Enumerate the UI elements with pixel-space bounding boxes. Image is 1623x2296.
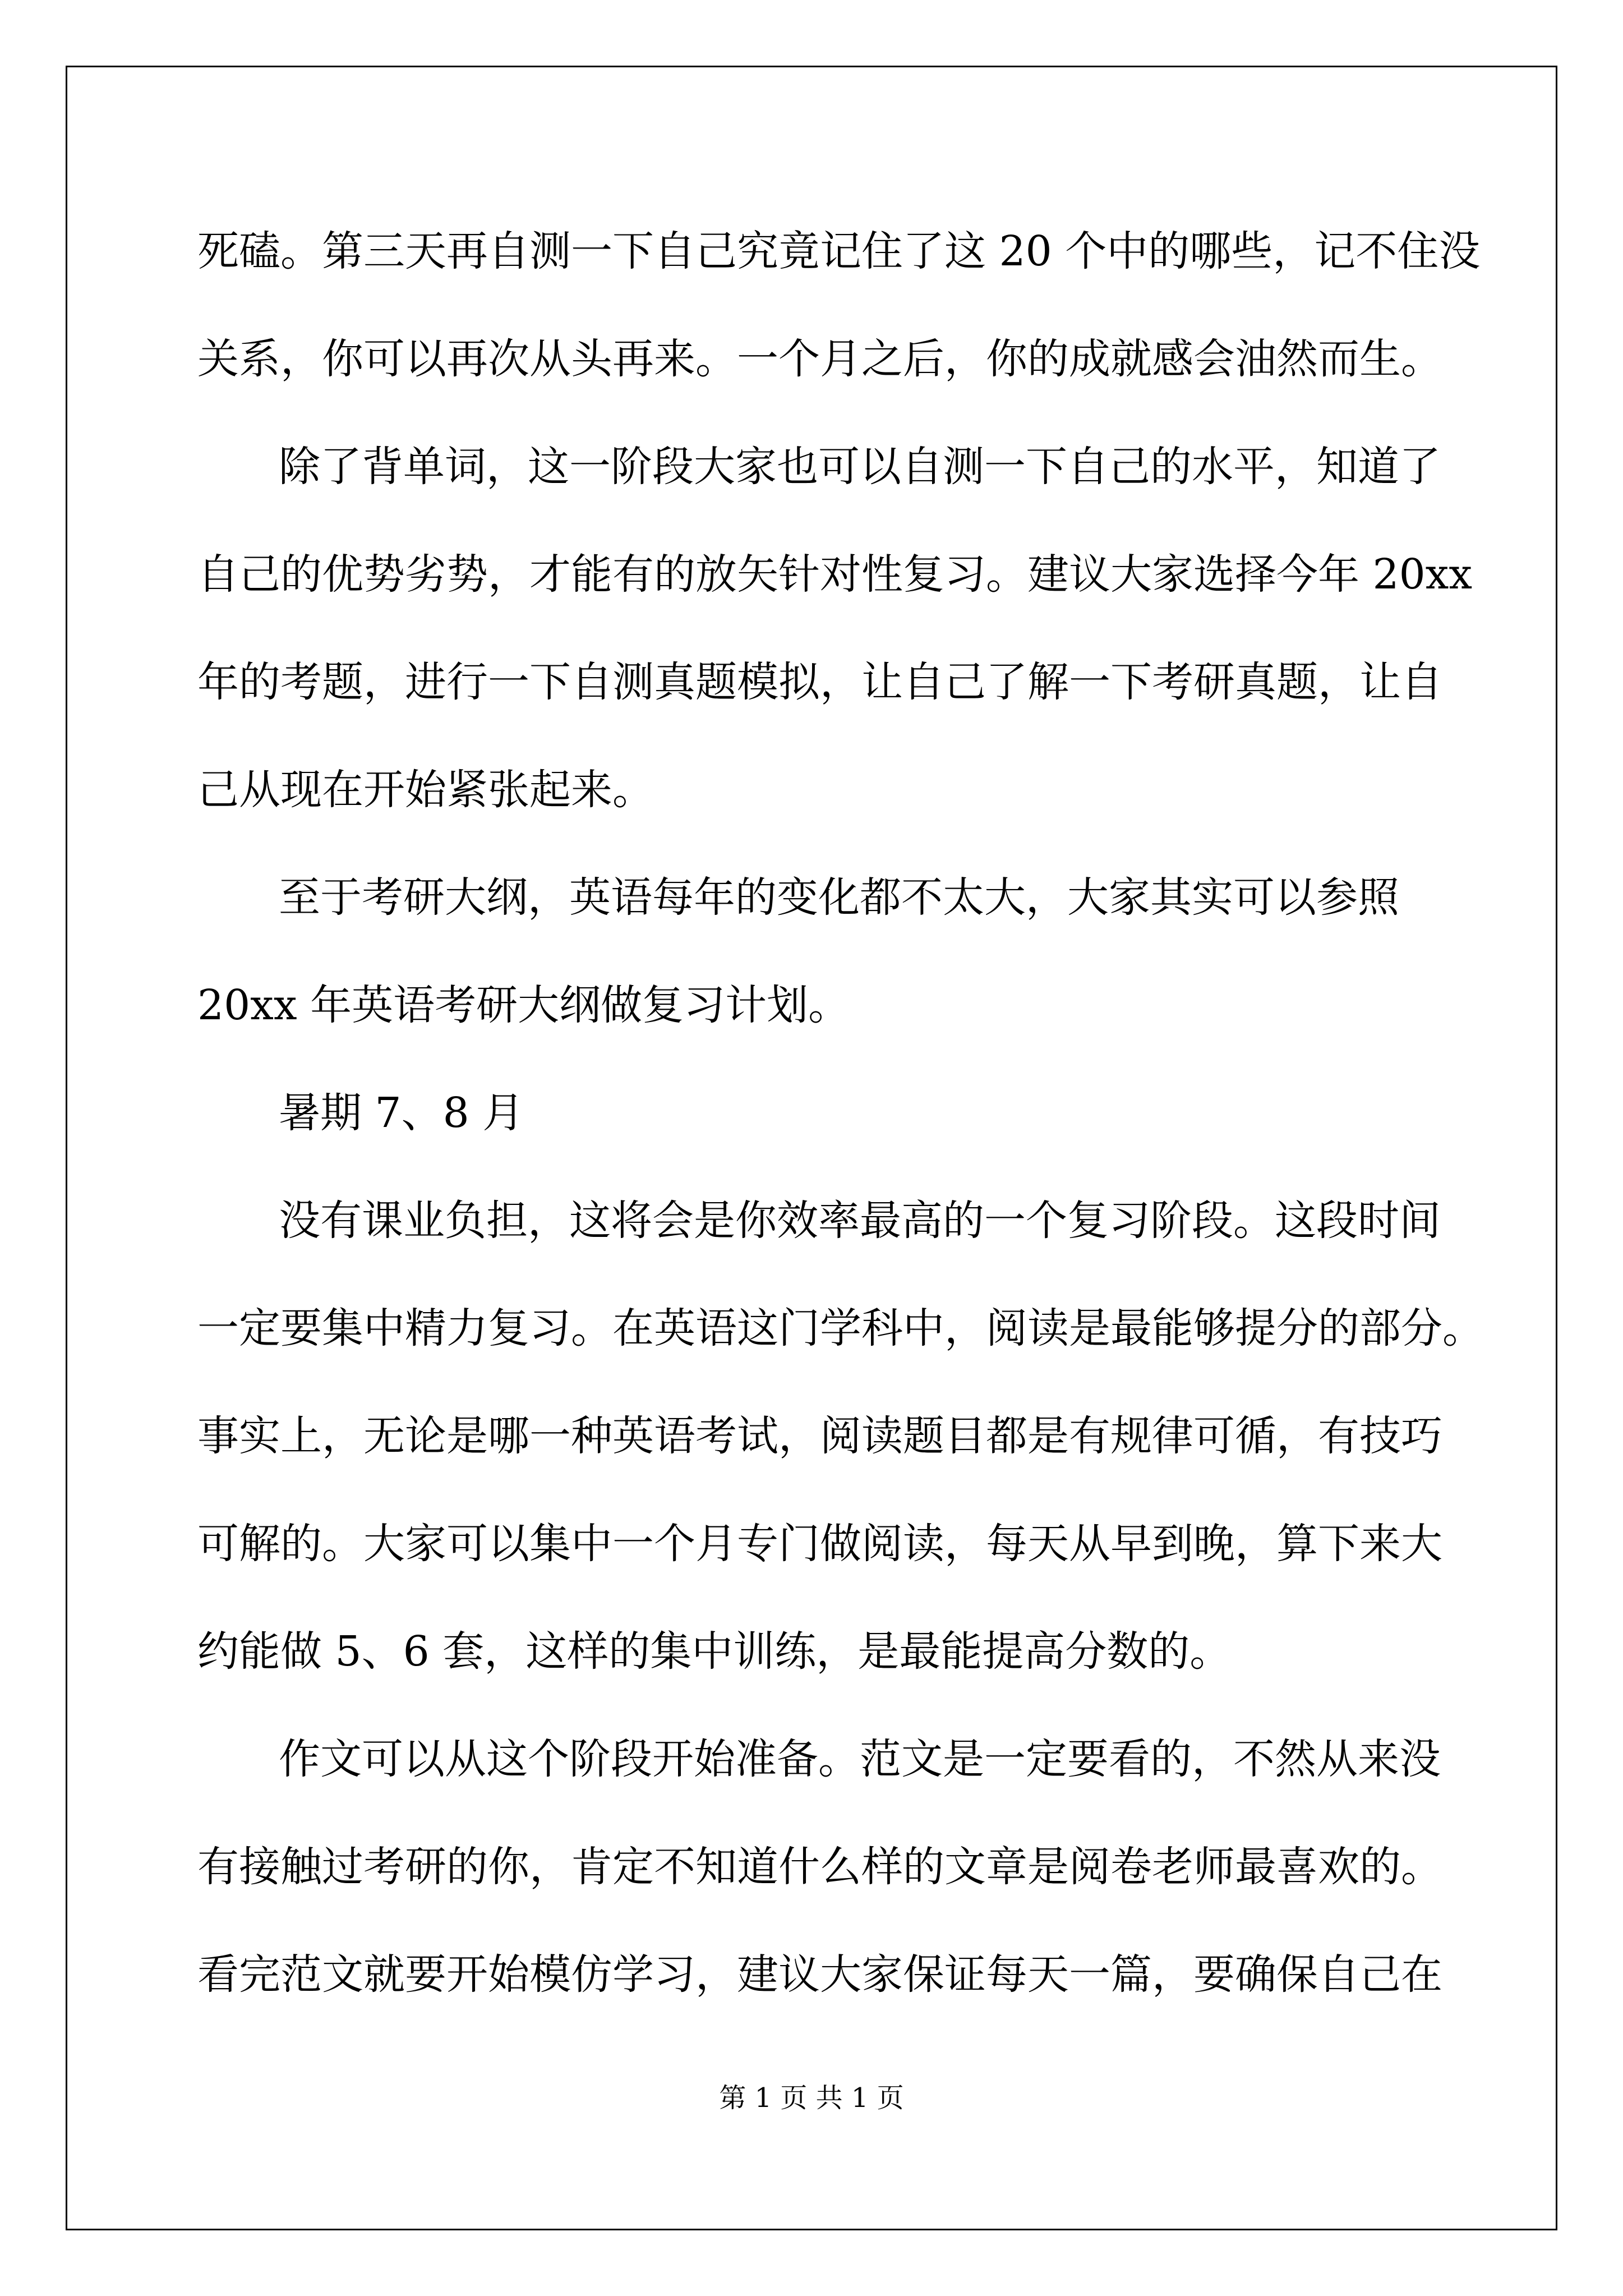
paragraph-first-line: 除了背单词，这一阶段大家也可以自测一下自己的水平，知道了: [279, 443, 1441, 491]
section-heading: 暑期 7、8 月: [279, 1089, 524, 1137]
text-line: 年的考题，进行一下自测真题模拟，让自己了解一下考研真题，让自: [197, 658, 1442, 706]
page-border: [66, 66, 1557, 2230]
text-line: 死磕。第三天再自测一下自己究竟记住了这 20 个中的哪些，记不住没: [197, 227, 1481, 275]
text-line: 有接触过考研的你，肯定不知道什么样的文章是阅卷老师最喜欢的。: [197, 1843, 1442, 1891]
paragraph-first-line: 作文可以从这个阶段开始准备。范文是一定要看的，不然从来没: [279, 1735, 1441, 1783]
text-line: 看完范文就要开始模仿学习，建议大家保证每天一篇，要确保自己在: [197, 1950, 1442, 1999]
paragraph-first-line: 没有课业负担，这将会是你效率最高的一个复习阶段。这段时间: [279, 1197, 1441, 1245]
text-line: 约能做 5、6 套，这样的集中训练，是最能提高分数的。: [197, 1627, 1232, 1676]
text-line: 20xx 年英语考研大纲做复习计划。: [197, 981, 850, 1029]
text-line: 己从现在开始紧张起来。: [197, 766, 654, 814]
text-line: 一定要集中精力复习。在英语这门学科中，阅读是最能够提分的部分。: [197, 1304, 1484, 1352]
text-line: 事实上，无论是哪一种英语考试，阅读题目都是有规律可循，有技巧: [197, 1412, 1442, 1460]
text-line: 关系，你可以再次从头再来。一个月之后，你的成就感会油然而生。: [197, 335, 1442, 383]
text-line: 可解的。大家可以集中一个月专门做阅读，每天从早到晚，算下来大: [197, 1520, 1442, 1568]
text-line: 自己的优势劣势，才能有的放矢针对性复习。建议大家选择今年 20xx: [197, 550, 1473, 599]
paragraph-first-line: 至于考研大纲，英语每年的变化都不太大，大家其实可以参照: [279, 873, 1399, 922]
page-footer: 第 1 页 共 1 页: [719, 2082, 904, 2114]
